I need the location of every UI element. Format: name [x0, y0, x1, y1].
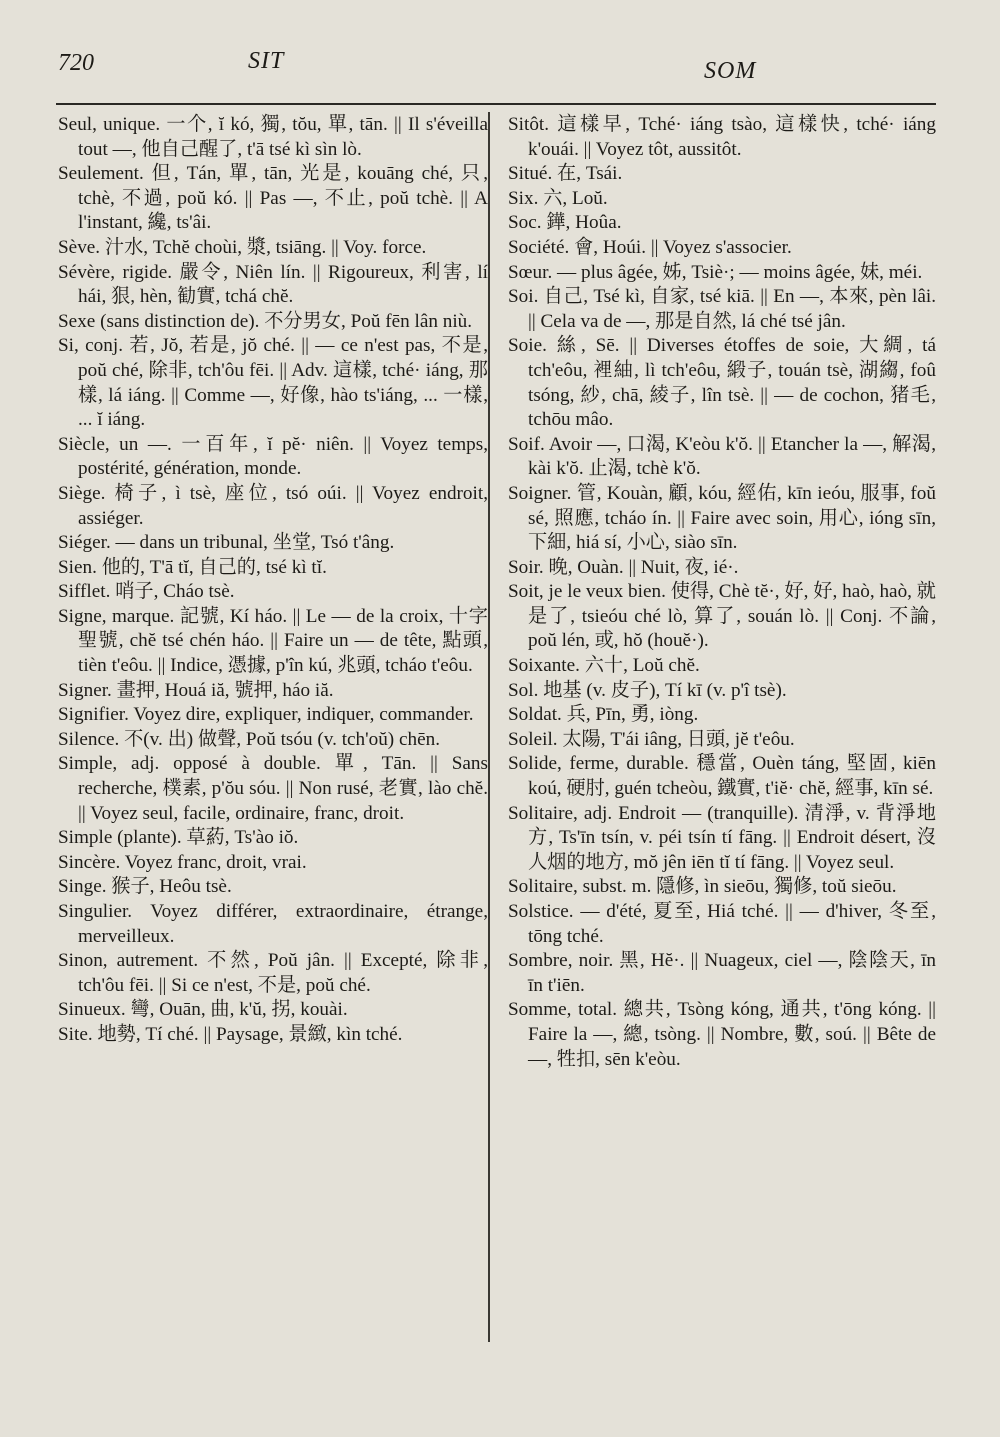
- right-running-head: SOM: [704, 58, 757, 84]
- dictionary-entry: Somme, total. 總共, Tsòng kóng, 通共, t'ōng kóng. || Faire la —, 總, tsòng. || Nombre, 數, soú. || Bête de —, 牲扣, sēn k'eòu.: [508, 999, 936, 1070]
- dictionary-entry: Siège. 椅子, ì tsè, 座位, tsó oúi. || Voyez endroit, assiéger.: [58, 482, 488, 529]
- column-divider: [488, 112, 490, 1342]
- dictionary-entry: Soldat. 兵, Pīn, 勇, iòng.: [508, 704, 699, 726]
- dictionary-entry: Solitaire, adj. Endroit — (tranquille). 清淨, v. 背淨地方, Ts'īn tsín, v. péi tsín tí fāng. || Endroit désert, 沒人烟的地方, mŏ jên iēn tĭ tí fāng. || Voyez seul.: [508, 802, 936, 873]
- dictionary-entry: Solide, ferme, durable. 穩當, Ouèn táng, 堅固, kiēn koú, 硬肘, guén tcheòu, 鐵實, t'iĕ· chĕ, 經事, kīn sé.: [508, 753, 936, 800]
- dictionary-entry: Solstice. — d'été, 夏至, Hiá tché. || — d'hiver, 冬至, tōng tché.: [508, 901, 936, 947]
- dictionary-entry: Sinueux. 彎, Ouān, 曲, k'ŭ, 拐, kouài.: [58, 999, 348, 1021]
- dictionary-entry: Signe, marque. 記號, Kí háo. || Le — de la croix, 十字聖號, chĕ tsé chén háo. || Faire un — de tête, 點頭, tièn t'eôu. || Indice, 憑據, p'în kú, 兆頭, tcháo t'eôu.: [58, 605, 488, 677]
- dictionary-entry: Sitôt. 這樣早, Tché· iáng tsào, 這樣快, tché· iáng k'ouái. || Voyez tôt, aussitôt.: [508, 114, 936, 160]
- dictionary-entry: Sève. 汁水, Tchĕ choùi, 漿, tsiāng. || Voy. force.: [58, 236, 427, 258]
- dictionary-entry: Signer. 畫押, Houá iă, 號押, háo iă.: [58, 679, 334, 701]
- dictionary-entry: Sombre, noir. 黑, Hĕ·. || Nuageux, ciel —, 陰陰天, īn īn t'iēn.: [508, 950, 936, 996]
- header-rule: [56, 103, 936, 105]
- dictionary-entry: Soit, je le veux bien. 使得, Chè tĕ·, 好, 好, haò, haò, 就是了, tsieóu ché lò, 算了, souán lò. || Conj. 不論, poŭ lén, 或, hŏ (houĕ·).: [508, 581, 936, 652]
- dictionary-entry: Simple (plante). 草葯, Ts'ào iŏ.: [58, 827, 299, 849]
- dictionary-entry: Singe. 猴子, Heôu tsè.: [58, 876, 232, 898]
- dictionary-entry: Sévère, rigide. 嚴令, Niên lín. || Rigoureux, 利害, lí hái, 狠, hèn, 勧實, tchá chĕ.: [58, 261, 488, 308]
- dictionary-entry: Soleil. 太陽, T'ái iâng, 日頭, jĕ t'eôu.: [508, 728, 795, 750]
- dictionary-entry: Siéger. — dans un tribunal, 坐堂, Tsó t'âng.: [58, 532, 395, 554]
- dictionary-entry: Soigner. 管, Kouàn, 顧, kóu, 經佑, kīn ieóu, 服事, foŭ sé, 照應, tcháo ín. || Faire avec soin, 用心, ióng sīn, 下細, hiá sí, 小心, siào sīn.: [508, 482, 936, 554]
- dictionary-entry: Seulement. 但, Tán, 單, tān, 光是, kouāng ché, 只, tchè, 不過, poŭ kó. || Pas —, 不止, poŭ tchè. || A l'instant, 纔, ts'âi.: [58, 163, 488, 234]
- dictionary-entry: Sœur. — plus âgée, 姊, Tsiè·; — moins âgée, 妹, méi.: [508, 261, 923, 283]
- dictionary-entry: Sol. 地基 (v. 皮子), Tí kī (v. p'î tsè).: [508, 679, 787, 701]
- dictionary-entry: Soie. 絲, Sē. || Diverses étoffes de soie, 大綢, tá tch'eôu, 裡紬, lì tch'eôu, 緞子, touán tsè, 湖縐, foû tsóng, 紗, chā, 綾子, lîn tsè. || — de cochon, 猪毛, tchōu mâo.: [508, 335, 936, 431]
- dictionary-entry: Site. 地勢, Tí ché. || Paysage, 景緻, kìn tché.: [58, 1023, 403, 1045]
- dictionary-entry: Sexe (sans distinction de). 不分男女, Poŭ fēn lân niù.: [58, 310, 473, 332]
- dictionary-entry: Siècle, un —. 一百年, ĭ pĕ· niên. || Voyez temps, postérité, génération, monde.: [58, 433, 488, 480]
- dictionary-entry: Situé. 在, Tsái.: [508, 163, 623, 185]
- dictionary-entry: Six. 六, Loŭ.: [508, 187, 608, 209]
- left-column: [58, 113, 488, 1048]
- dictionary-entry: Soir. 晚, Ouàn. || Nuit, 夜, ié·.: [508, 556, 739, 578]
- dictionary-entry: Sinon, autrement. 不然, Poŭ jân. || Excepté, 除非, tch'ôu fēi. || Si ce n'est, 不是, poŭ ché.: [58, 950, 488, 996]
- page-number: 720: [58, 50, 94, 76]
- dictionary-entry: Soixante. 六十, Loŭ chĕ.: [508, 655, 700, 677]
- dictionary-entry: Sifflet. 哨子, Cháo tsè.: [58, 581, 235, 603]
- dictionary-entry: Si, conj. 若, Jŏ, 若是, jŏ ché. || — ce n'est pas, 不是, poŭ ché, 除非, tch'ôu fēi. || Adv. 這樣, tché· iáng, 那樣, lá iáng. || Comme —, 好像, hào ts'iáng, ... 一樣, ... ĭ iáng.: [58, 335, 488, 431]
- dictionary-entry: Signifier. Voyez dire, expliquer, indiquer, commander.: [58, 704, 474, 726]
- dictionary-entry: Société. 會, Hoúi. || Voyez s'associer.: [508, 236, 792, 258]
- dictionary-entry: Singulier. Voyez différer, extraordinaire, étrange, merveilleux.: [58, 901, 488, 947]
- dictionary-entry: Solitaire, subst. m. 隱修, ìn sieōu, 獨修, toŭ sieōu.: [508, 876, 897, 898]
- page-header: [0, 0, 1000, 110]
- dictionary-entry: Soif. Avoir —, 口渴, K'eòu k'ŏ. || Etancher la —, 解渴, kài k'ŏ. 止渴, tchè k'ŏ.: [508, 433, 936, 480]
- dictionary-entry: Sien. 他的, T'ā tĭ, 自己的, tsé kì tĭ.: [58, 556, 327, 578]
- dictionary-entry: Soi. 自己, Tsé kì, 自家, tsé kiā. || En —, 本來, pèn lâi. || Cela va de —, 那是自然, lá ché tsé jân.: [508, 286, 936, 332]
- dictionary-entry: Sincère. Voyez franc, droit, vrai.: [58, 851, 307, 873]
- dictionary-entry: Simple, adj. opposé à double. 單, Tān. || Sans recherche, 樸素, p'ŏu sóu. || Non rusé, 老實, lào chĕ. || Voyez seul, facile, ordinaire, franc, droit.: [58, 753, 488, 824]
- dictionary-entry: Soc. 鏵, Hoûa.: [508, 212, 622, 234]
- left-running-head: SIT: [248, 48, 285, 74]
- right-column: [508, 113, 936, 1072]
- dictionary-entry: Seul, unique. 一个, ĭ kó, 獨, tŏu, 單, tān. || Il s'éveilla tout —, 他自己醒了, t'ā tsé kì sìn lò.: [58, 114, 488, 160]
- dictionary-entry: Silence. 不(v. 出) 做聲, Poŭ tsóu (v. tch'oŭ) chēn.: [58, 728, 440, 750]
